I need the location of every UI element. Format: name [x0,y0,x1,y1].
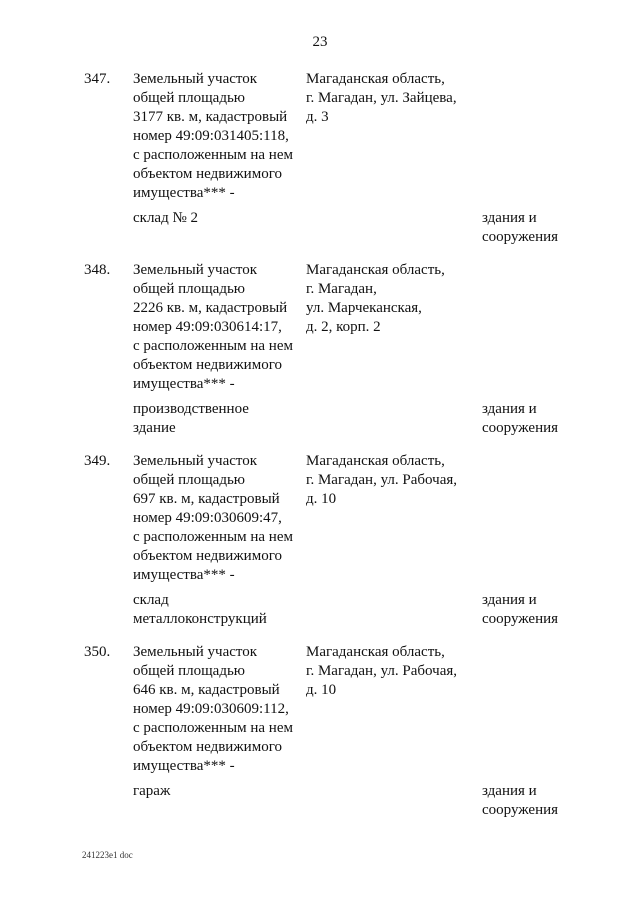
description-line: с расположенным на нем [133,147,293,163]
address-line: г. Магадан, ул. Рабочая, [306,663,458,679]
description-line: Земельный участок [133,71,258,87]
address-line: г. Магадан, [306,281,377,297]
entry-description [133,643,303,776]
description-line: с расположенным на нем [133,720,293,736]
entry-description [133,70,303,203]
object-line: металлоконструкций [133,611,267,627]
description-line: объектом недвижимого [133,357,282,373]
category-line: сооружения [482,420,559,436]
entry-address [306,70,476,127]
entry-number: 350. [84,644,111,660]
description-line: Земельный участок [133,644,258,660]
address-line: г. Магадан, ул. Зайцева, [306,90,457,106]
description-line: объектом недвижимого [133,166,282,182]
description-line: номер 49:09:030614:17, [133,319,282,335]
description-line: имущества*** - [133,758,235,774]
address-line: Магаданская область, [306,262,445,278]
address-line: г. Магадан, ул. Рабочая, [306,472,458,488]
description-line: Земельный участок [133,262,258,278]
object-line: склад [133,592,169,608]
description-line: имущества*** - [133,185,235,201]
object-line: производственное [133,401,249,417]
address-line: Магаданская область, [306,644,445,660]
description-line: имущества*** - [133,567,235,583]
entry-category [482,400,612,438]
entry-category [482,209,612,247]
entry-number: 348. [84,262,111,278]
entry-object [133,400,303,438]
description-line: имущества*** - [133,376,235,392]
entry-number: 349. [84,453,111,469]
address-line: ул. Марчеканская, [306,300,422,316]
object-line: склад № 2 [133,210,199,226]
description-line: общей площадью [133,281,246,297]
address-line: д. 10 [306,491,337,507]
address-line: д. 3 [306,109,329,125]
description-line: общей площадью [133,472,246,488]
entry-object [133,782,303,801]
entry-category [482,591,612,629]
description-line: общей площадью [133,663,246,679]
address-line: д. 2, корп. 2 [306,319,381,335]
entry-description [133,261,303,394]
entry-address [306,261,476,337]
entry-address [306,643,476,700]
description-line: объектом недвижимого [133,739,282,755]
object-line: гараж [133,783,171,799]
category-line: сооружения [482,802,559,818]
description-line: 3177 кв. м, кадастровый [133,109,288,125]
description-line: 646 кв. м, кадастровый [133,682,280,698]
entry-number: 347. [84,71,111,87]
entry-object [133,209,303,228]
description-line: номер 49:09:030609:112, [133,701,289,717]
address-line: д. 10 [306,682,337,698]
category-line: сооружения [482,611,559,627]
description-line: 2226 кв. м, кадастровый [133,300,288,316]
category-line: здания и [482,783,537,799]
object-line: здание [133,420,176,436]
description-line: общей площадью [133,90,246,106]
description-line: номер 49:09:031405:118, [133,128,289,144]
page-number: 23 [312,34,328,50]
entry-category [482,782,612,820]
entry-address [306,452,476,509]
category-line: здания и [482,401,537,417]
category-line: сооружения [482,229,559,245]
document-footer: 241223e1 doc [82,850,133,860]
description-line: с расположенным на нем [133,529,293,545]
address-line: Магаданская область, [306,453,445,469]
address-line: Магаданская область, [306,71,445,87]
category-line: здания и [482,210,537,226]
description-line: 697 кв. м, кадастровый [133,491,280,507]
entry-object [133,591,303,629]
description-line: Земельный участок [133,453,258,469]
category-line: здания и [482,592,537,608]
entry-description [133,452,303,585]
description-line: номер 49:09:030609:47, [133,510,282,526]
description-line: с расположенным на нем [133,338,293,354]
description-line: объектом недвижимого [133,548,282,564]
